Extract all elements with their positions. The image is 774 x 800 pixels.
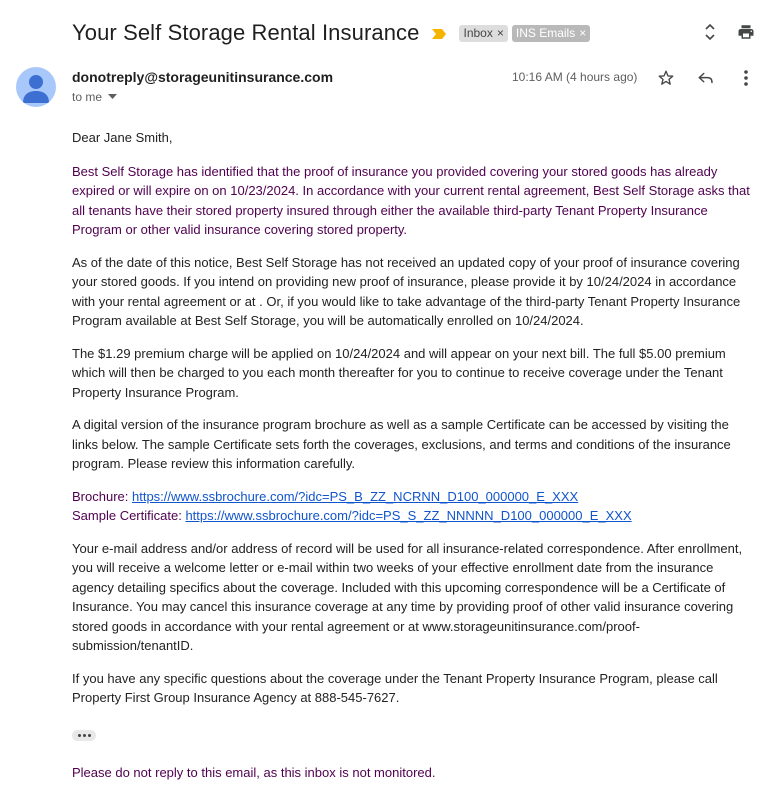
body-paragraph-4: A digital version of the insurance program brochure as well as a sample Certificate can be accessed by visiting the links below. The sample Certificate sets forth the coverages, exclusions, and terms and conditions of the insurance program. Please review this information carefully. — [72, 417, 731, 471]
body-paragraph-6: If you have any specific questions about the coverage under the Tenant Property Insurance Program, please call Property First Group Insurance Agency at 888-545-7627. — [72, 670, 718, 705]
remove-label-ins-emails-icon[interactable]: × — [579, 26, 587, 40]
avatar-person-icon — [16, 67, 56, 107]
expand-collapse-icon[interactable] — [700, 22, 720, 42]
importance-marker-icon[interactable] — [431, 27, 447, 39]
avatar[interactable] — [16, 67, 56, 107]
email-header — [72, 18, 774, 48]
label-ins-emails-text: INS Emails — [515, 26, 576, 40]
message-toolbar — [656, 68, 756, 88]
label-inbox[interactable] — [459, 25, 507, 42]
header-toolbar — [700, 22, 756, 42]
to-me-label: to me — [72, 90, 103, 104]
label-inbox-text: Inbox — [463, 26, 493, 40]
chevron-down-icon[interactable] — [108, 94, 117, 100]
body-paragraph-3: The $1.29 premium charge will be applied on 10/24/2024 and will appear on your next bill. The full $5.00 premium which will then be charged to you each month thereafter for you to continue to receive coverage under the Tenant Property Insurance Program. — [72, 345, 726, 400]
links-block — [72, 487, 756, 526]
sender-address[interactable]: donotreply@storageunitinsurance.com — [72, 69, 334, 85]
email-subject: Your Self Storage Rental Insurance — [72, 20, 420, 45]
print-icon[interactable] — [736, 22, 756, 42]
footer-note: Please do not reply to this email, as this inbox is not monitored. — [72, 765, 436, 780]
brochure-label: Brochure: — [72, 488, 132, 504]
more-vert-icon[interactable] — [736, 68, 756, 88]
greeting: Dear Jane Smith, — [72, 130, 173, 145]
body-paragraph-1: Best Self Storage has identified that the proof of insurance you provided covering your stored goods has already expired or will expire on on 10/23/2024. In accordance with your current rental agreement, Best Self Storage asks that all tenants have their stored property insured through either the available third-party Tenant Property Insurance Program or other valid insurance covering stored property. — [72, 163, 750, 237]
label-ins-emails[interactable] — [512, 25, 590, 42]
star-icon[interactable] — [656, 68, 676, 88]
certificate-label: Sample Certificate: — [72, 508, 186, 523]
sample-certificate-link[interactable]: https://www.ssbrochure.com/?idc=PS_S_ZZ_NNNNN_D100_000000_E_XXX — [185, 508, 632, 523]
recipient-details[interactable] — [72, 90, 117, 104]
body-paragraph-2: As of the date of this notice, Best Self Storage has not received an updated copy of your proof of insurance covering your stored goods. If you intend on providing new proof of insurance, please provide it by 10/24/2024 in accordance with your rental agreement or at . Or, if you would like to take advantage of the third-party Tenant Property Insurance Program available at Best Self Storage, you will be automatically enrolled on 10/24/2024. — [72, 254, 741, 328]
brochure-link[interactable]: https://www.ssbrochure.com/?idc=PS_B_ZZ_NCRNN_D100_000000_E_XXX — [131, 488, 579, 504]
email-body — [72, 128, 756, 742]
reply-icon[interactable] — [696, 68, 716, 88]
show-trimmed-content-button[interactable] — [72, 730, 96, 741]
body-paragraph-5: Your e-mail address and/or address of record will be used for all insurance-related correspondence. After enrollment, you will receive a welcome letter or e-mail within two weeks of your effective enrollment date from the insurance agency detailing specifics about the coverage. Included with this upcoming correspondence will be a Certificate of Insurance. You may cancel this insurance coverage at any time by providing proof of other valid insurance covering stored goods in accordance with your rental agreement or at www.storageunitinsurance.com/proof-submission/tenantID. — [72, 540, 743, 653]
remove-label-inbox-icon[interactable]: × — [496, 26, 504, 40]
message-time: 10:16 AM (4 hours ago) — [512, 70, 638, 84]
